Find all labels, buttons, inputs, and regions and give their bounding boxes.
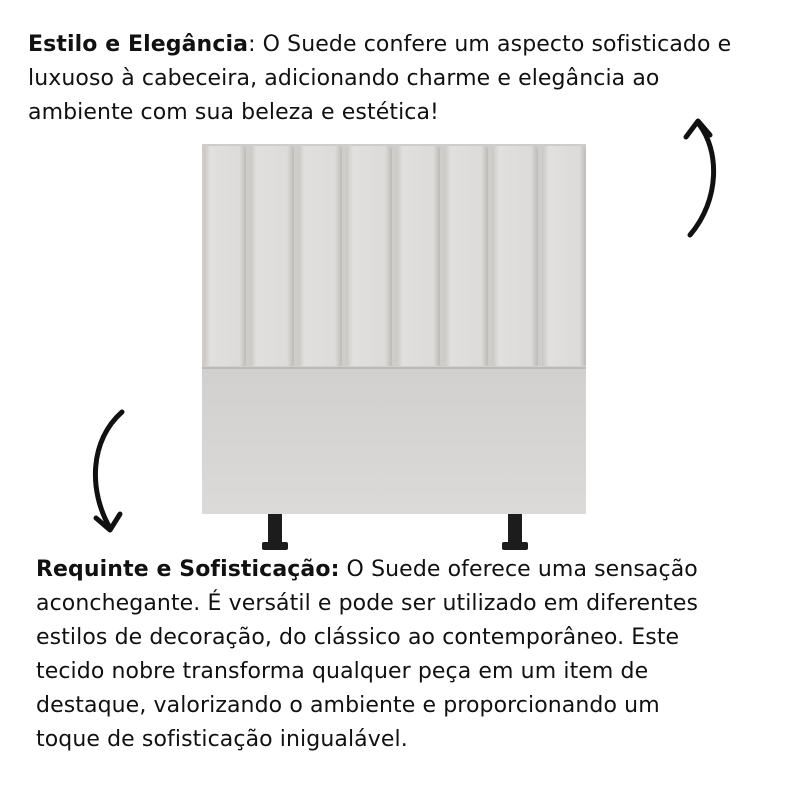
bottom-paragraph-line-2: aconchegante. É versátil e pode ser utilizado em diferentes [36,591,699,616]
bottom-paragraph-line-3: estilos de decoração, do clássico ao contemporâneo. Este [36,625,680,650]
bottom-paragraph-line-5: destaque, valorizando o ambiente e proporcionando um [36,693,660,718]
bottom-paragraph-line-6: toque de sofisticação inigualável. [36,727,408,752]
top-paragraph-line-3: ambiente com sua beleza e estética! [28,100,439,125]
curved-arrow-down-icon [70,400,150,540]
headboard-image [198,140,590,558]
top-paragraph-line-1: : O Suede confere um aspecto sofisticado e [248,32,732,57]
bottom-paragraph-heading: Requinte e Sofisticação: [36,557,340,582]
bottom-paragraph-line-4: tecido nobre transforma qualquer peça em um item de [36,659,649,684]
top-paragraph-line-2: luxuoso à cabeceira, adicionando charme e elegância ao [28,66,660,91]
top-paragraph-heading: Estilo e Elegância [28,32,249,57]
headboard-legs [262,514,528,550]
bottom-paragraph-line-1: O Suede oferece uma sensação [339,557,698,582]
curved-arrow-up-icon [660,105,740,245]
bottom-paragraph [36,553,776,757]
